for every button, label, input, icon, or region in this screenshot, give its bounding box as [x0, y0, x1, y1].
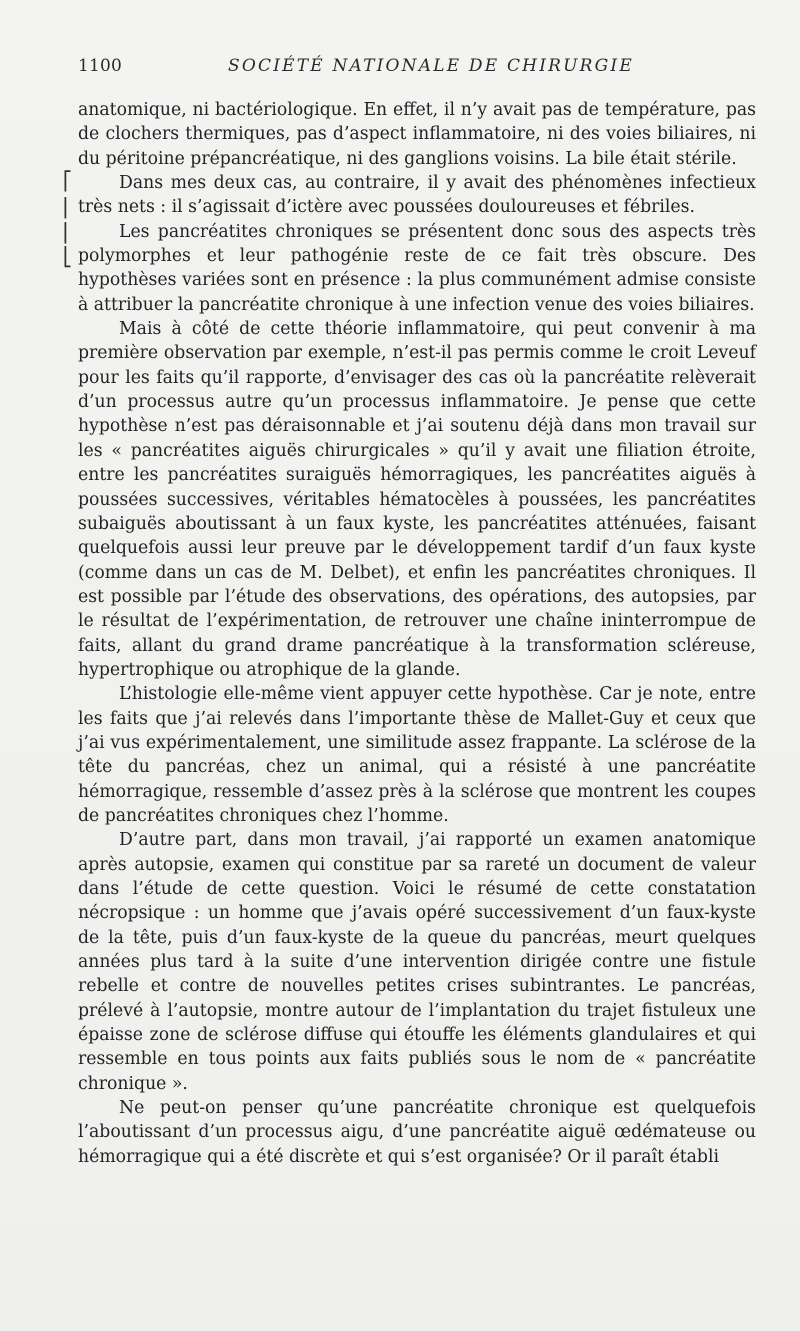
- margin-mark-2: ⎜: [63, 198, 72, 219]
- paragraph-6: D’autre part, dans mon travail, j’ai rapporté un examen anatomique après autopsie, examen qui constitue par sa rareté un document de valeur dans l’étude de cette question. Voici le résumé de cette constatation nécropsique : un homme que j’avais opéré successivement d’un faux-kyste de la tête, puis d’un faux-kyste de la queue du pancréas, meurt quelques années plus tard à la suite d’une intervention dirigée contre une fistule rebelle et contre de nouvelles petites crises subintrantes. Le pancréas, prélevé à l’autopsie, montre autour de l’implantation du trajet fistuleux une épaisse zone de sclérose diffuse qui étouffe les éléments glandulaires et qui ressemble en tous points aux faits publiés sous le nom de « pancréatite chronique ».: [78, 830, 756, 1094]
- margin-mark-3: ⎜: [63, 223, 72, 244]
- page-header: [78, 56, 756, 86]
- paragraph-4: Mais à côté de cette théorie inflammatoire, qui peut convenir à ma première observation par exemple, n’est-il pas permis comme le croit Leveuf pour les faits qu’il rapporte, d’envisager des cas où la pancréatite relèverait d’un processus autre qu’un processus inflammatoire. Je pense que cette hypothèse n’est pas déraisonnable et j’ai soutenu déjà dans mon travail sur les « pancréatites aiguës chirurgicales » qu’il y avait une filiation étroite, entre les pancréatites suraiguës hémorragiques, les pancréatites aiguës à poussées successives, véritables hématocèles à poussées, les pancréatites subaiguës aboutissant à un faux kyste, les pancréatites atténuées, faisant quelquefois aussi leur preuve par le développement tardif d’un faux kyste (comme dans un cas de M. Delbet), et enfin les pancréatites chroniques. Il est possible par l’étude des observations, des opérations, des autopsies, par le résultat de l’expérimentation, de retrouver une chaîne ininterrompue de faits, allant du grand drame pancréatique à la transformation scléreuse, hypertrophique ou atrophique de la glande.: [78, 319, 756, 680]
- paragraph-7: Ne peut-on penser qu’une pancréatite chronique est quelquefois l’aboutissant d’un processus aigu, d’une pancréatite aiguë œdémateuse ou hémorragique qui a été discrète et qui s’est organisée? Or il paraît établi: [78, 1098, 756, 1167]
- paragraph-1: anatomique, ni bactériologique. En effet, il n’y avait pas de température, pas de clochers thermiques, pas d’aspect inflammatoire, ni des voies biliaires, ni du péritoine prépancréatique, ni des ganglions voisins. La bile était stérile.: [78, 100, 756, 169]
- margin-mark-4: ⎣: [63, 247, 72, 268]
- paragraph-3: Les pancréatites chroniques se présentent donc sous des aspects très polymorphes et leur pathogénie reste de ce fait très obscure. Des hypothèses variées sont en présence : la plus communément admise consiste à attribuer la pancréatite chronique à une infection venue des voies biliaires.: [78, 221, 756, 315]
- article-body: [78, 98, 756, 1169]
- paragraph-2: Dans mes deux cas, au contraire, il y avait des phénomènes infectieux très nets : il s’agissait d’ictère avec poussées douloureuses et fébriles.: [78, 173, 756, 218]
- paragraph-5: L’histologie elle-même vient appuyer cette hypothèse. Car je note, entre les faits que j’ai relevés dans l’importante thèse de Mallet-Guy et ceux que j’ai vus expérimentalement, une similitude assez frappante. La sclérose de la tête du pancréas, chez un animal, qui a résisté à une pancréatite hémorragique, ressemble d’assez près à la sclérose que montrent les coupes de pancréatites chroniques chez l’homme.: [78, 684, 756, 826]
- margin-mark-1: ⎡: [63, 171, 72, 192]
- running-title: SOCIÉTÉ NATIONALE DE CHIRURGIE: [228, 56, 634, 76]
- page-number: 1100: [78, 56, 123, 76]
